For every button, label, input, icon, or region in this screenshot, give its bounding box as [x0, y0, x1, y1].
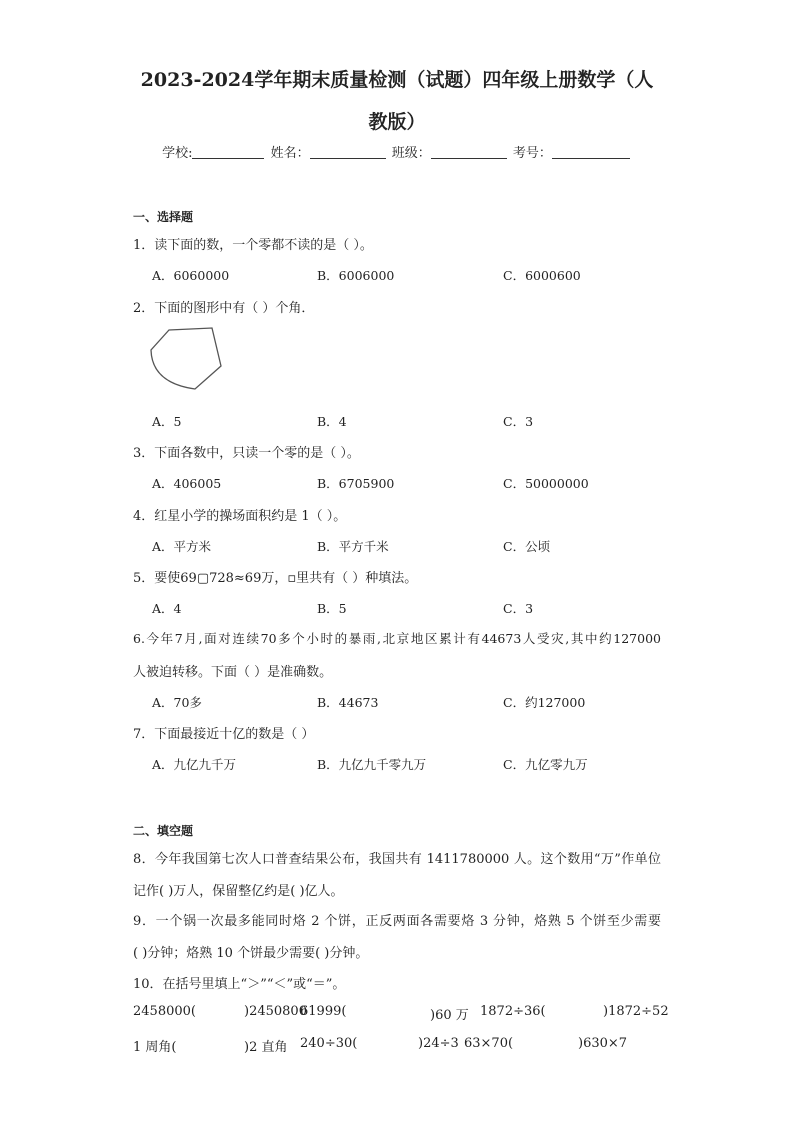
q3-option-b: B．6705900 — [317, 476, 395, 491]
q1-option-b: B．6006000 — [317, 268, 395, 283]
q10-row1-item2-right: )60 万 — [430, 1008, 469, 1023]
q10-row2-item2-right: )24÷3 — [418, 1036, 459, 1051]
q5-option-b: B．5 — [317, 601, 347, 616]
q1-option-a: A．6060000 — [152, 268, 230, 283]
class-label: 班级： — [391, 146, 431, 161]
section-heading-choice: 一、选择题 — [133, 210, 194, 224]
question-9-line2: ( )分钟；烙熟 10 个饼最少需要( )分钟。 — [133, 946, 369, 961]
q5-option-a: A．4 — [152, 601, 182, 616]
q2-option-c: C．3 — [503, 414, 534, 429]
q3-option-c: C．50000000 — [503, 476, 589, 491]
q10-row1-item3-left: 1872÷36( — [480, 1004, 546, 1019]
exam-number-blank[interactable] — [552, 144, 630, 159]
question-9-line1: 9．一个锅一次最多能同时烙 2 个饼，正反两面各需要烙 3 分钟，烙熟 5 个饼至少需要 — [133, 914, 661, 929]
q4-option-c: C．公顷 — [503, 539, 551, 554]
school-blank[interactable] — [192, 144, 264, 159]
q6-option-b: B．44673 — [317, 695, 379, 710]
question-5-stem: 5．要使69▢728≈69万，▫里共有（ ）种填法。 — [133, 571, 418, 586]
question-10-stem: 10．在括号里填上“＞”“＜”或“＝”。 — [133, 977, 346, 992]
exam-title-line2: 教版） — [368, 111, 426, 133]
q1-option-c: C．6000600 — [503, 268, 581, 283]
q10-row1-item2-left: 61999( — [300, 1004, 347, 1019]
q7-option-c: C．九亿零九万 — [503, 757, 588, 772]
question-1-stem: 1．读下面的数，一个零都不读的是（ ）。 — [133, 238, 373, 253]
q5-option-c: C．3 — [503, 601, 534, 616]
q10-row2-item1-left: 1 周角( — [133, 1040, 177, 1055]
q10-row2-item2-left: 240÷30( — [300, 1036, 358, 1051]
q10-row2-item3-left: 63×70( — [464, 1036, 514, 1051]
q10-row1-item1-left: 2458000( — [133, 1004, 196, 1019]
question-3-stem: 3．下面各数中，只读一个零的是（ ）。 — [133, 446, 360, 461]
question-7-stem: 7．下面最接近十亿的数是（ ） — [133, 727, 315, 742]
q10-row2-item1-right: )2 直角 — [244, 1040, 288, 1055]
section-heading-fill: 二、填空题 — [133, 824, 194, 838]
q2-option-a: A．5 — [152, 414, 182, 429]
q4-option-a: A．平方米 — [152, 539, 212, 554]
q6-option-c: C．约127000 — [503, 695, 586, 710]
q10-row1-item1-right: )2450800 — [244, 1004, 307, 1019]
question-8-line1: 8．今年我国第七次人口普查结果公布，我国共有 1411780000 人。这个数用“万”作单位 — [133, 852, 661, 867]
q10-row1-item3-right: )1872÷52 — [603, 1004, 669, 1019]
exam-title-line1: 2023-2024学年期末质量检测（试题）四年级上册数学（人 — [140, 69, 654, 91]
class-blank[interactable] — [431, 144, 507, 159]
question-8-line2: 记作( )万人，保留整亿约是( )亿人。 — [133, 884, 344, 899]
q7-option-a: A．九亿九千万 — [152, 757, 237, 772]
q2-option-b: B．4 — [317, 414, 347, 429]
pentagon-figure — [148, 326, 228, 392]
student-info-row — [132, 142, 662, 161]
q4-option-b: B．平方千米 — [317, 539, 389, 554]
q6-option-a: A．70多 — [152, 695, 202, 710]
q10-row2-item3-right: )630×7 — [578, 1036, 628, 1051]
name-blank[interactable] — [310, 144, 386, 159]
question-6-stem-line1: 6.今年7月,面对连续70多个小时的暴雨,北京地区累计有44673人受灾,其中约127000 — [133, 631, 661, 646]
name-label: 姓名： — [270, 146, 310, 161]
school-label: 学校: — [162, 146, 193, 161]
question-6-stem-line2: 人被迫转移。下面（ ）是准确数。 — [133, 665, 333, 680]
exam-number-label: 考号： — [512, 146, 552, 161]
question-2-stem: 2．下面的图形中有（ ）个角． — [133, 301, 315, 316]
q7-option-b: B．九亿九千零九万 — [317, 757, 427, 772]
question-4-stem: 4．红星小学的操场面积约是 1（ ）。 — [133, 509, 347, 524]
q3-option-a: A．406005 — [152, 476, 222, 491]
